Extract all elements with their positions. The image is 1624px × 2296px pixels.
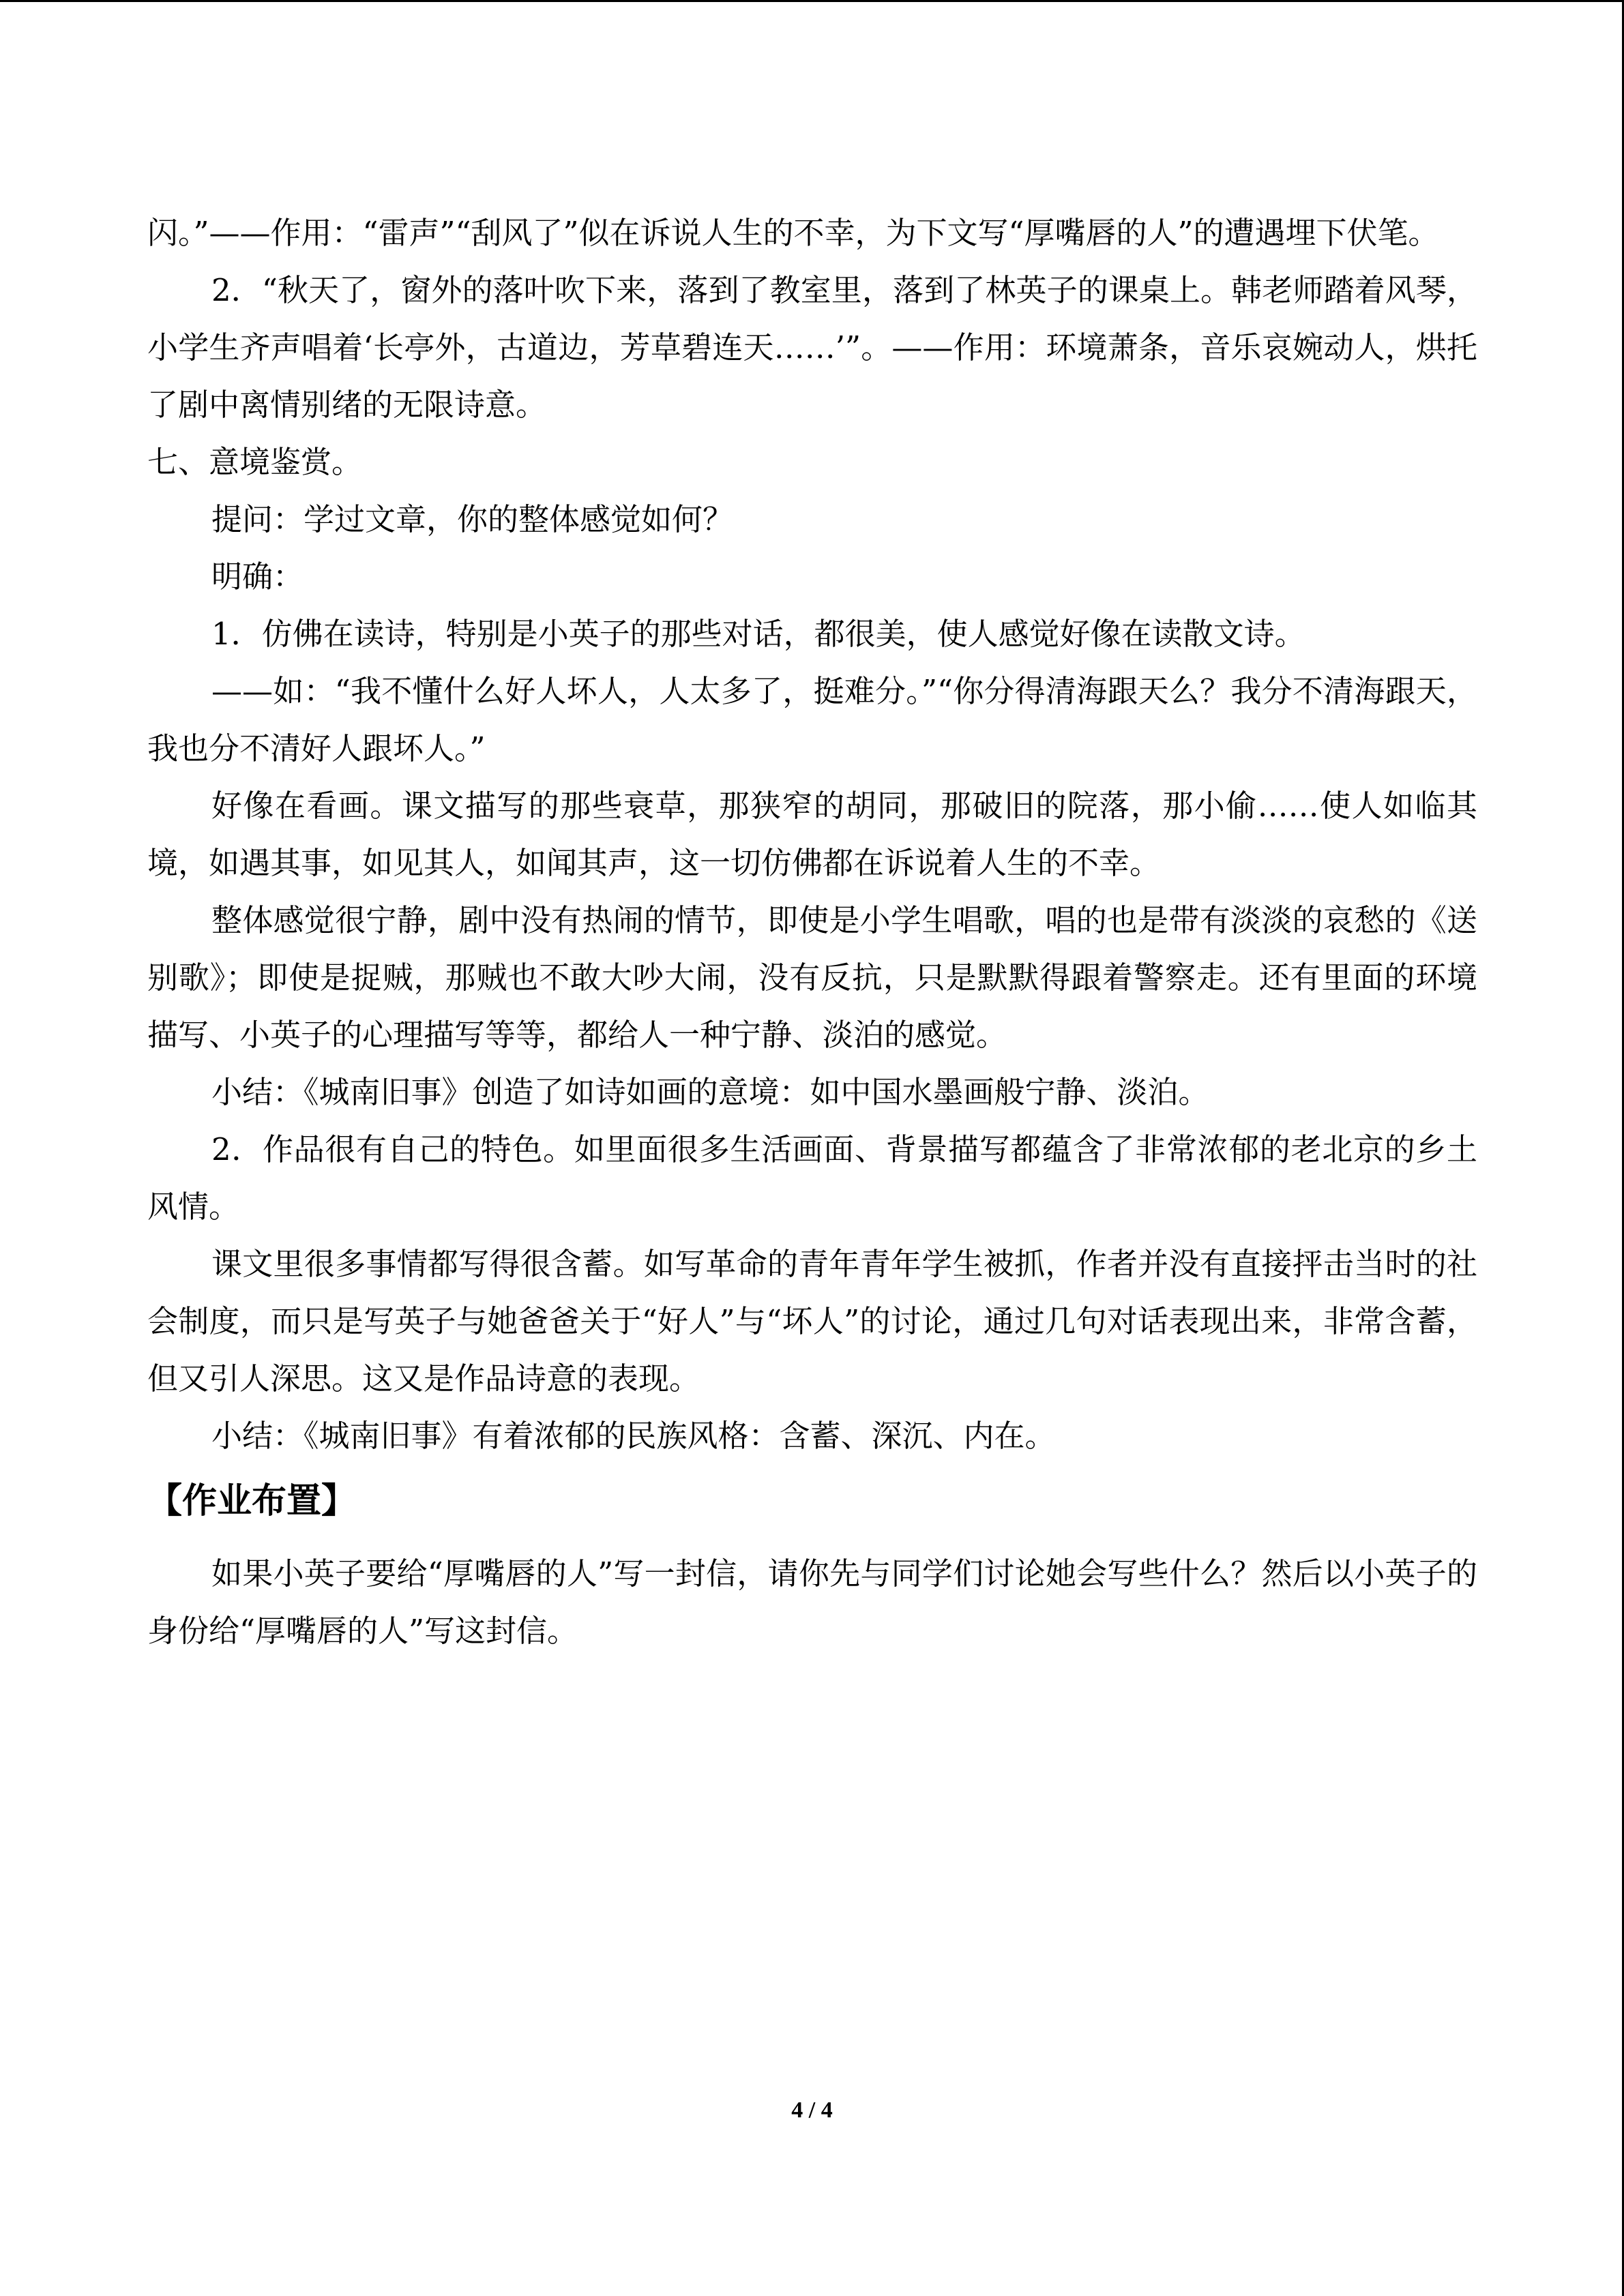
paragraph-clarify: 明确： [211, 558, 304, 595]
document-body [147, 205, 1477, 1660]
paragraph-question: 提问：学过文章，你的整体感觉如何？ [211, 501, 734, 537]
paragraph-like-painting: 好像在看画。课文描写的那些衰草，那狭窄的胡同，那破旧的院落，那小偷……使人如临其境，如遇其事，如见其人，如闻其声，这一切仿佛都在诉说着人生的不幸。 [147, 788, 1477, 881]
paragraph-overall-feeling: 整体感觉很宁静，剧中没有热闹的情节，即使是小学生唱歌，唱的也是带有淡淡的哀愁的《送别歌》；即使是捉贼，那贼也不敢大吵大闹，没有反抗，只是默默得跟着警察走。还有里面的环境描写、小英子的心理描写等等，都给人一种宁静、淡泊的感觉。 [147, 902, 1477, 1053]
paragraph-2: 2．“秋天了，窗外的落叶吹下来，落到了教室里，落到了林英子的课桌上。韩老师踏着风琴，小学生齐声唱着‘长亭外，古道边，芳草碧连天……’”。——作用：环境萧条，音乐哀婉动人，烘托了剧中离情别绪的无限诗意。 [147, 272, 1477, 423]
homework-heading: 【作业布置】 [147, 1481, 357, 1521]
page-number: 4 / 4 [791, 2098, 833, 2123]
paragraph-implicit: 课文里很多事情都写得很含蓄。如写革命的青年青年学生被抓，作者并没有直接抨击当时的社会制度，而只是写英子与她爸爸关于“好人”与“坏人”的讨论，通过几句对话表现出来，非常含蓄，但又引人深思。这又是作品诗意的表现。 [147, 1246, 1477, 1397]
paragraph-point-2: 2．作品很有自己的特色。如里面很多生活画面、背景描写都蕴含了非常浓郁的老北京的乡土风情。 [147, 1131, 1477, 1225]
section-heading-mood-appreciation: 七、意境鉴赏。 [147, 444, 363, 480]
paragraph-point-1: 1．仿佛在读诗，特别是小英子的那些对话，都很美，使人感觉好像在读散文诗。 [211, 616, 1305, 652]
paragraph-example-quote: ——如：“我不懂什么好人坏人，人太多了，挺难分。”“你分得清海跟天么？我分不清海跟天，我也分不清好人跟坏人。” [147, 673, 1477, 766]
paragraph-summary-2: 小结：《城南旧事》有着浓郁的民族风格：含蓄、深沉、内在。 [211, 1418, 1056, 1454]
paragraph-summary-1: 小结：《城南旧事》创造了如诗如画的意境：如中国水墨画般宁静、淡泊。 [211, 1074, 1209, 1110]
homework-text: 如果小英子要给“厚嘴唇的人”写一封信，请你先与同学们讨论她会写些什么？然后以小英子的身份给“厚嘴唇的人”写这封信。 [147, 1555, 1477, 1649]
paragraph-1: 闪。”——作用：“雷声”“刮风了”似在诉说人生的不幸，为下文写“厚嘴唇的人”的遭遇埋下伏笔。 [147, 215, 1439, 251]
